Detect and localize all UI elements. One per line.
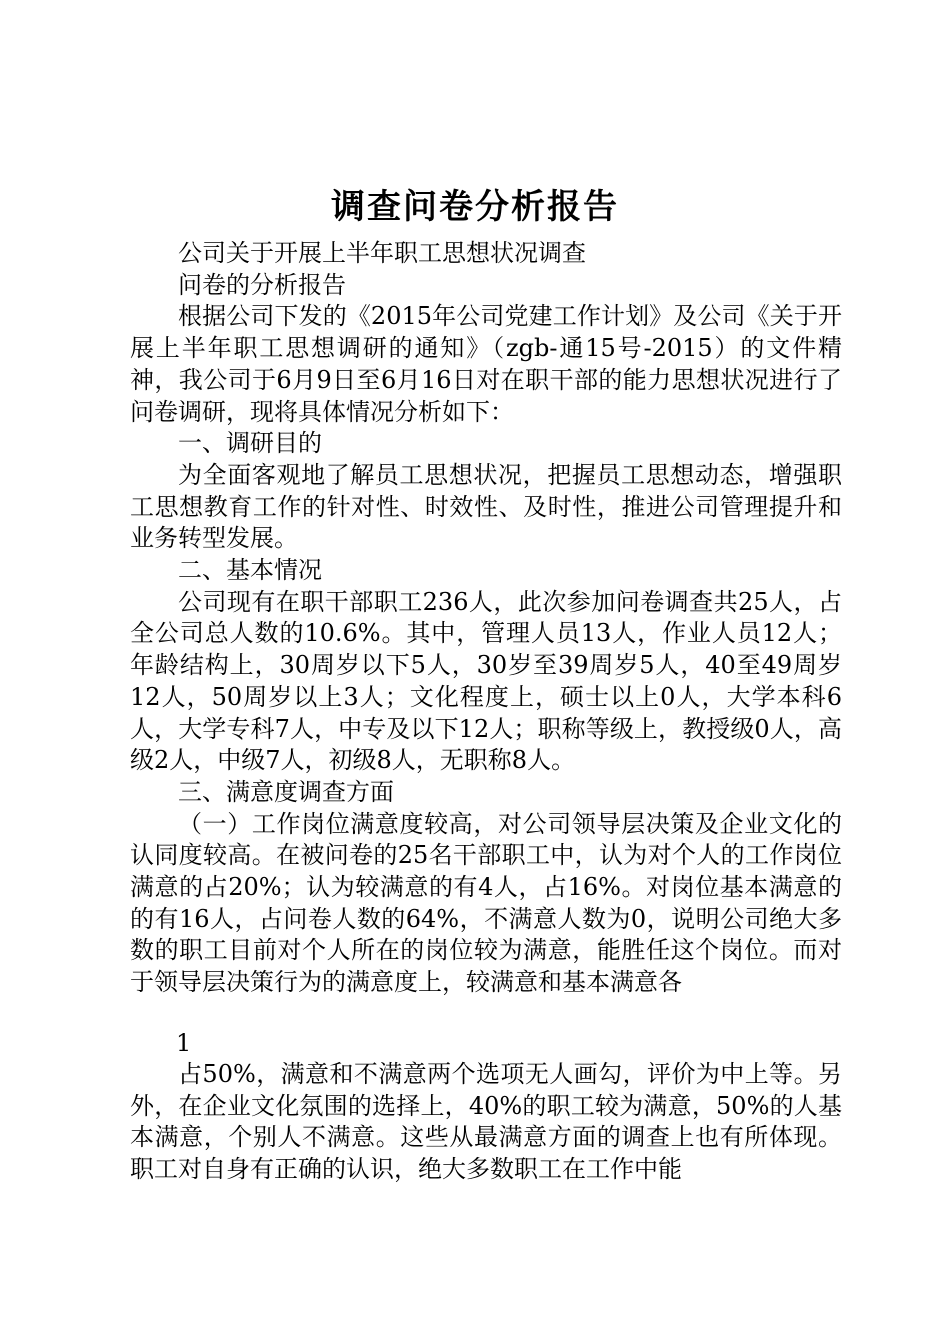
document-title: 调查问卷分析报告 [331, 187, 619, 227]
continuation-paragraph: 占50%，满意和不满意两个选项无人画勾，评价为中上等。另外，在企业文化氛围的选择上，40%的职工较为满意，50%的人基本满意，个别人不满意。这些从最满意方面的调查上也有所体现。职工对自身有正确的认识，绝大多数职工在工作中能 [130, 1060, 842, 1184]
basic-paragraph: 公司现有在职干部职工236人，此次参加问卷调查共25人，占全公司总人数的10.6%。其中，管理人员13人，作业人员12人；年龄结构上，30周岁以下5人，30岁至39周岁5人，40至49周岁12人，50周岁以上3人；文化程度上，硕士以上0人，大学本科6人，大学专科7人，中专及以下12人；职称等级上，教授级0人，高级2人，中级7人，初级8人，无职称8人。 [130, 587, 842, 775]
page-number: 1 [176, 1029, 192, 1057]
section-heading-purpose: 一、调研目的 [178, 429, 322, 458]
subtitle-line-1: 公司关于开展上半年职工思想状况调查 [178, 239, 586, 267]
section-heading-satisfaction: 三、满意度调查方面 [178, 777, 394, 806]
section-heading-basic: 二、基本情况 [178, 556, 322, 585]
purpose-paragraph: 为全面客观地了解员工思想状况，把握员工思想动态，增强职工思想教育工作的针对性、时效性、及时性，推进公司管理提升和业务转型发展。 [130, 460, 842, 553]
satisfaction-paragraph: （一）工作岗位满意度较高，对公司领导层决策及企业文化的认同度较高。在被问卷的25名干部职工中，认为对个人的工作岗位满意的占20%；认为较满意的有4人，占16%。对岗位基本满意的的有16人，占问卷人数的64%，不满意人数为0，说明公司绝大多数的职工目前对个人所在的岗位较为满意，能胜任这个岗位。而对于领导层决策行为的满意度上，较满意和基本满意各 [130, 809, 842, 997]
subtitle-line-2: 问卷的分析报告 [178, 270, 346, 299]
document-body [130, 238, 842, 999]
document-body-continued [130, 1059, 842, 1186]
intro-paragraph: 根据公司下发的《2015年公司党建工作计划》及公司《关于开展上半年职工思想调研的通知》（zgb-通15号-2015）的文件精神，我公司于6月9日至6月16日对在职干部的能力思想状况进行了问卷调研，现将具体情况分析如下： [130, 302, 842, 426]
